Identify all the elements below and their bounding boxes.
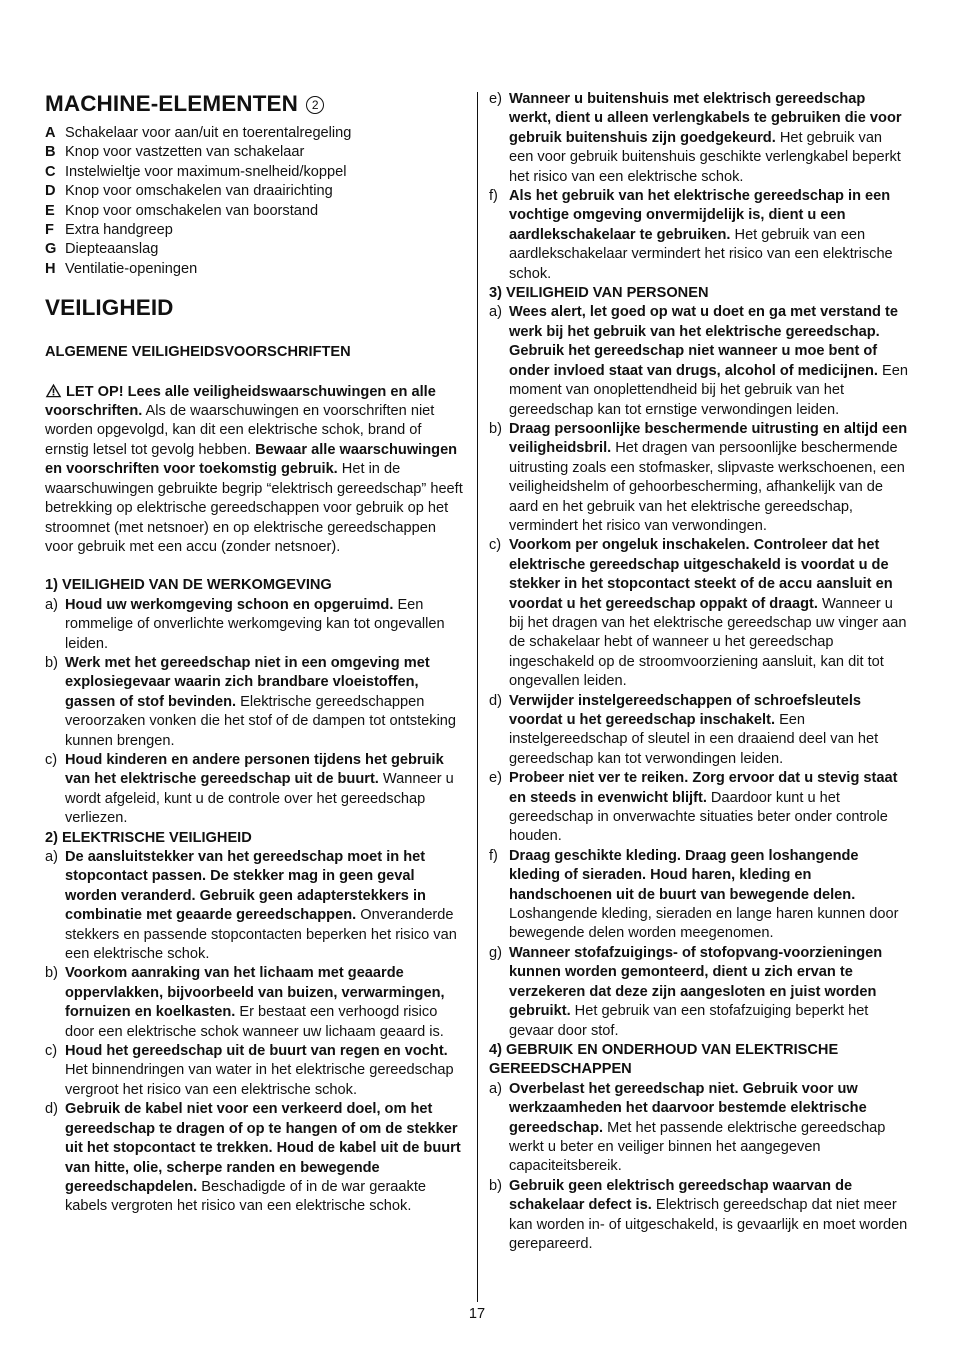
legend-item (45, 143, 467, 162)
item-label: a) (45, 849, 58, 865)
item-bold: De aansluitstekker van het gereedschap moet in het stopcontact passen. De stekker mag in geen geval worden veranderd. Gebruik geen adapterstekkers in combinatie met geaarde gereedschappen. (65, 849, 426, 924)
left-column (45, 90, 467, 1217)
item-label: d) (489, 692, 502, 709)
legend-text: Schakelaar voor aan/uit en toerentalregeling (65, 125, 352, 141)
list-item (489, 692, 909, 770)
legend-item (45, 260, 467, 279)
item-label: f) (489, 847, 498, 864)
safety-heading: VEILIGHEID (45, 295, 174, 321)
warning-triangle-icon (45, 383, 62, 398)
legend-key: H (45, 260, 56, 277)
item-text: Wanneer u bij het dragen van het elektrische gereedschap uw vinger aan de schakelaar hebt of wanneer u het gereedschap ingeschakeld op de stroomvoorziening aansluit, kan dit tot ongevallen leiden. (509, 595, 907, 690)
legend-item (45, 163, 467, 182)
intro-bold-1: LET OP! Lees alle veiligheidswaarschuwingen en alle voorschriften. (45, 383, 436, 420)
item-text: Het gebruik van een aardlekschakelaar vermindert het risico van een elektrische schok. (509, 226, 893, 282)
item-bold: Wanneer stofafzuigings- of stofopvang-voorzieningen kunnen worden gemonteerd, dient u zich ervan te verzekeren dat deze zijn aangesloten en juist worden gebruikt. (509, 944, 883, 1020)
item-bold: Verwijder instelgereedschappen of schroefsleutels voordat u het gereedschap inschakelt. (509, 692, 861, 728)
item-label: d) (45, 1101, 58, 1118)
list-item (489, 1177, 909, 1255)
item-label: a) (489, 1080, 502, 1097)
right-column (489, 90, 909, 1254)
item-label: c) (45, 751, 58, 768)
item-bold: Houd uw werkomgeving schoon en opgeruimd. (65, 596, 394, 613)
list-item (489, 769, 909, 847)
section-tool-use-heading: 4) GEBRUIK EN ONDERHOUD VAN ELEKTRISCHE GEREEDSCHAPPEN (489, 1041, 839, 1078)
item-bold: Overbelast het gereedschap niet. Gebruik voor uw werkzaamheden het daarvoor bestemde elektrische gereedschap. (509, 1080, 867, 1136)
item-text: Het dragen van persoonlijke beschermende uitrusting zoals een stofmasker, slipvaste werkschoenen, een veiligheidshelm of gehoorbescherming, afhankelijk van de aard en het gebruik van het elektrische gereedschap, vermindert het risico van verwondingen. (509, 440, 905, 534)
list-item (489, 303, 909, 419)
legend-text: Knop voor omschakelen van boorstand (65, 202, 319, 219)
item-label: e) (489, 91, 502, 107)
legend-text: Instelwieltje voor maximum-snelheid/koppel (65, 163, 347, 180)
item-label: g) (489, 944, 502, 961)
item-bold: Wanneer u buitenshuis met elektrisch gereedschap werkt, dient u alleen verlengkabels te gebruiken die voor gebruik buitenshuis zijn goedgekeurd. (509, 91, 902, 146)
list-item (489, 847, 909, 944)
machine-elements-heading (45, 90, 467, 118)
intro-text-2: Het in de waarschuwingen gebruikte begrip “elektrisch gereedschap” heeft betrekking op elektrische gereedschappen voor gebruik op het stroomnet (met netsnoer) en op elektrische gereedschappen voor gebruik met een accu (zonder netsnoer). (45, 461, 463, 555)
legend-text: Knop voor vastzetten van schakelaar (65, 144, 305, 161)
legend-key: F (45, 222, 54, 239)
item-text: Een rommelige of onverlichte werkomgeving kan tot ongevallen leiden. (65, 596, 445, 652)
column-divider (477, 92, 478, 1302)
item-text: Elektrisch gereedschap dat niet meer kan worden in- of uitgeschakeld, is gevaarlijk en moet worden gerepareerd. (509, 1197, 908, 1252)
item-text: Onveranderde stekkers en passende stopcontacten beperken het risico van een elektrische schok. (65, 907, 457, 963)
item-label: b) (45, 965, 58, 982)
item-text: Elektrische gereedschappen veroorzaken vonken die het stof of de dampen tot ontsteking kunnen brengen. (65, 693, 457, 749)
list-item (489, 1080, 909, 1177)
item-text: Het gebruik van een voor gebruik buitenshuis geschikte verlengkabel beperkt het risico van een elektrische schok. (509, 129, 901, 185)
legend-text: Ventilatie-openingen (65, 260, 198, 277)
list-item (489, 536, 909, 691)
general-safety-subheading: ALGEMENE VEILIGHEIDSVOORSCHRIFTEN (45, 344, 351, 361)
item-text: Er bestaat een verhoogd risico door een elektrische schok wanneer uw lichaam geaard is. (65, 1004, 444, 1040)
item-label: c) (489, 537, 502, 554)
item-bold: Wees alert, let goed op wat u doet en ga met verstand te werk bij het gebruik van het elektrische gereedschap. Gebruik het gereedschap niet wanneer u moe bent of onder invloed staat van drugs, alcohol of medicijnen. (509, 304, 898, 379)
figure-ref-badge: 2 (306, 96, 324, 114)
item-bold: Werk met het gereedschap niet in een omgeving met explosiegevaar waarin zich brandbare vloeistoffen, gassen of stof bevinden. (65, 654, 430, 710)
item-bold: Als het gebruik van het elektrische gereedschap in een vochtige omgeving onvermijdelijk is, dient u een aardlekschakelaar te gebruiken. (509, 188, 891, 243)
item-text: Een moment van onoplettendheid bij het gebruik van het gereedschap kan tot ernstige verwondingen leiden. (509, 362, 908, 418)
list-item (489, 90, 909, 187)
item-text: Wanneer u wordt afgeleid, kunt u de controle over het gereedschap verliezen. (65, 771, 454, 827)
legend-text: Extra handgreep (65, 222, 173, 239)
legend-item (45, 202, 467, 221)
list-item (45, 964, 467, 1042)
legend-text: Knop voor omschakelen van draairichting (65, 183, 333, 200)
section-electrical-heading: 2) ELEKTRISCHE VEILIGHEID (45, 829, 252, 846)
section-work-area-heading: 1) VEILIGHEID VAN DE WERKOMGEVING (45, 577, 332, 594)
item-bold: Probeer niet ver te reiken. Zorg ervoor dat u stevig staat en steeds in evenwicht blijft. (509, 770, 898, 806)
legend-item (45, 182, 467, 201)
list-item (489, 944, 909, 1041)
item-text: Loshangende kleding, sieraden en lange haren kunnen door bewegende delen worden meegenomen. (509, 906, 899, 942)
item-label: c) (45, 1043, 58, 1060)
safety-intro (45, 383, 467, 558)
list-item (45, 1100, 467, 1216)
list-item (489, 187, 909, 284)
item-label: f) (489, 188, 498, 205)
legend-key: E (45, 202, 55, 219)
item-text: Het binnendringen van water in het elektrische gereedschap vergroot het risico van een elektrische schok. (65, 1062, 454, 1098)
item-bold: Draag persoonlijke beschermende uitrusting en altijd een veiligheidsbril. (509, 420, 908, 457)
item-bold: Gebruik de kabel niet voor een verkeerd doel, om het gereedschap te dragen of op te hangen of om de stekker uit het stopcontact te trekken. Houd de kabel uit de buurt van hitte, olie, scherpe randen en bewegende gereedschapdelen. (65, 1101, 461, 1195)
list-item (45, 1042, 467, 1100)
legend-item (45, 124, 467, 143)
item-label: b) (489, 420, 502, 437)
list-item (45, 848, 467, 964)
legend-key: B (45, 144, 56, 161)
item-label: a) (489, 304, 502, 321)
legend-key: G (45, 241, 57, 258)
item-text: Daardoor kunt u het gereedschap in onverwachte situaties beter onder controle houden. (509, 789, 888, 845)
item-bold: Draag geschikte kleding. Draag geen loshangende kleding of sieraden. Houd haren, kleding en handschoenen uit de buurt van bewegende delen. (509, 847, 859, 903)
list-item (45, 751, 467, 829)
item-bold: Houd kinderen en andere personen tijdens het gebruik van het elektrische gereedschap uit de buurt. (65, 751, 444, 788)
item-text: Beschadigde of in de war geraakte kabels vergroten het risico van een elektrische schok. (65, 1178, 427, 1215)
item-label: b) (489, 1177, 502, 1194)
item-bold: Gebruik geen elektrisch gereedschap waarvan de schakelaar defect is. (509, 1177, 853, 1214)
machine-elements-title: MACHINE-ELEMENTEN (45, 91, 298, 116)
legend-item (45, 221, 467, 240)
item-text: Een instelgereedschap of sleutel in een draaiend deel van het gereedschap kan tot verwondingen leiden. (509, 712, 879, 767)
list-item (489, 420, 909, 536)
component-legend (45, 124, 467, 279)
legend-key: A (45, 125, 56, 141)
item-bold: Houd het gereedschap uit de buurt van regen en vocht. (65, 1043, 448, 1060)
intro-bold-2: Bewaar alle waarschuwingen en voorschriften voor toekomstig gebruik. (45, 441, 458, 478)
item-text: Met het passende elektrische gereedschap werkt u beter en veiliger binnen het aangegeven capaciteitsbereik. (509, 1119, 886, 1175)
legend-text: Diepteaanslag (65, 241, 159, 258)
legend-key: C (45, 163, 56, 180)
item-label: b) (45, 654, 58, 671)
item-label: a) (45, 596, 58, 613)
legend-item (45, 240, 467, 259)
item-bold: Voorkom aanraking van het lichaam met geaarde oppervlakken, bijvoorbeeld van buizen, verwarmingen, fornuizen en koelkasten. (65, 965, 445, 1021)
list-item (45, 654, 467, 751)
page-number: 17 (468, 1306, 486, 1322)
item-label: e) (489, 770, 502, 787)
item-bold: Voorkom per ongeluk inschakelen. Controleer dat het elektrische gereedschap uitgeschakeld is voordat u de stekker in het stopcontact steekt of de accu aansluit en voordat u het gereedschap oppakt of draagt. (509, 537, 893, 612)
item-text: Het gebruik van een stofafzuiging beperkt het gevaar door stof. (509, 1003, 869, 1039)
legend-key: D (45, 183, 56, 200)
list-item (45, 596, 467, 654)
section-personal-heading: 3) VEILIGHEID VAN PERSONEN (489, 285, 709, 302)
intro-text-1: Als de waarschuwingen en voorschriften niet worden opgevolgd, kan dit een elektrische schok, brand of ernstig letsel tot gevolg hebben. (45, 403, 435, 458)
